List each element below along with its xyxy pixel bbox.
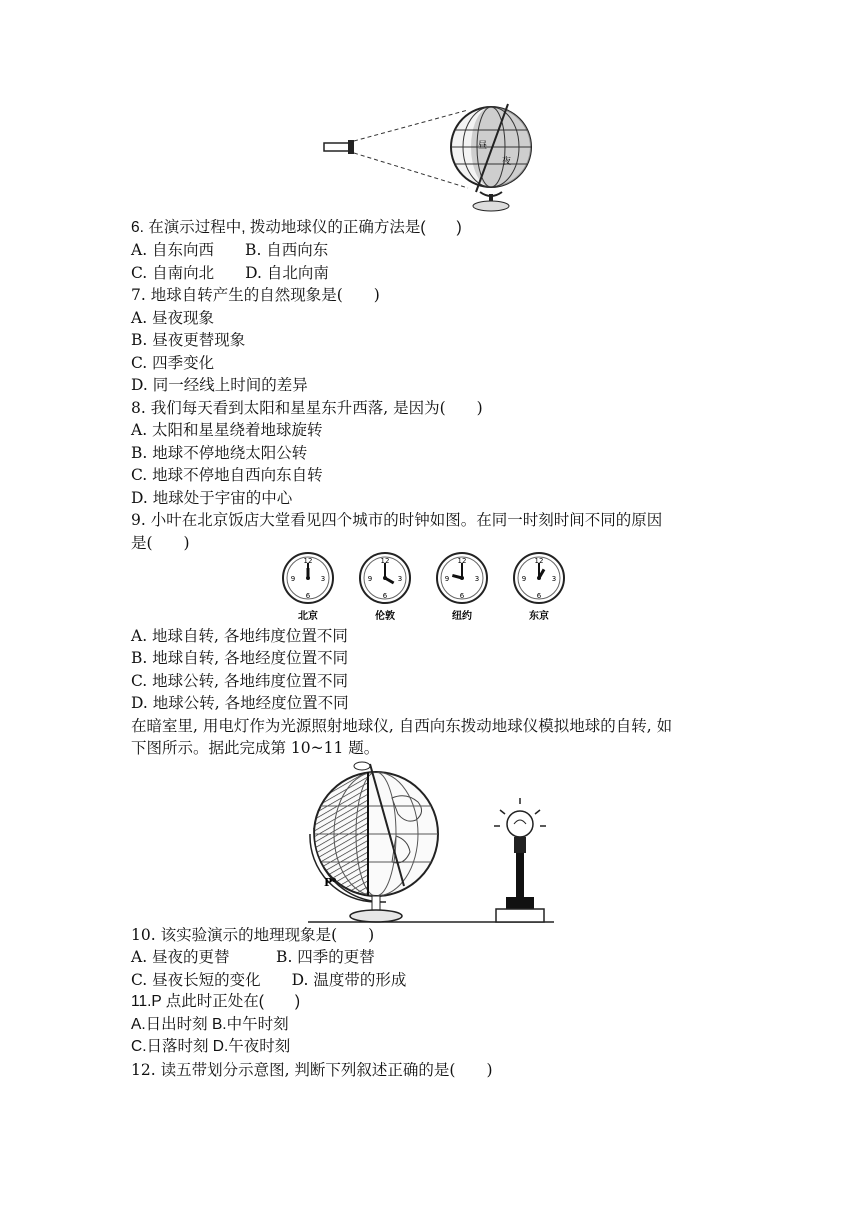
- q9-option-a: A. 地球自转, 各地纬度位置不同: [131, 627, 348, 645]
- q10-options-row1: A. 昼夜的更替 B. 四季的更替: [131, 948, 375, 966]
- q8-stem: 8. 我们每天看到太阳和星星东升西落, 是因为( ): [131, 399, 483, 417]
- clock-numeral: 12: [303, 557, 313, 565]
- clock-numeral: 12: [534, 557, 544, 565]
- q9-option-b: B. 地球自转, 各地经度位置不同: [131, 649, 349, 667]
- q12-stem: 12. 读五带划分示意图, 判断下列叙述正确的是( ): [131, 1061, 493, 1079]
- clock-numeral: 6: [459, 592, 465, 600]
- q9-stem-line1: 9. 小叶在北京饭店大堂看见四个城市的时钟如图。在同一时刻时间不同的原因: [131, 511, 663, 529]
- clock-numeral: 9: [521, 575, 527, 583]
- clock-numeral: 6: [536, 592, 542, 600]
- globe-lamp-figure: [300, 758, 560, 926]
- q9-stem-line2: 是( ): [131, 534, 190, 552]
- clock-numeral: 9: [290, 575, 296, 583]
- clock-numeral: 12: [380, 557, 390, 565]
- clock-numeral: 6: [305, 592, 311, 600]
- four-clocks-figure: [282, 548, 582, 624]
- q10-stem: 10. 该实验演示的地理现象是( ): [131, 926, 375, 944]
- q11-stem: 11.P 点此时正处在( ): [131, 993, 301, 1010]
- q7-option-d: D. 同一经线上时间的差异: [131, 376, 308, 394]
- intro-line1: 在暗室里, 用电灯作为光源照射地球仪, 自西向东拨动地球仪模拟地球的自转, 如: [131, 717, 673, 735]
- clock-numeral: 12: [457, 557, 467, 565]
- clock-city-label: 东京: [529, 611, 549, 622]
- q9-option-d: D. 地球公转, 各地经度位置不同: [131, 694, 349, 712]
- q6-stem: 6. 在演示过程中, 拨动地球仪的正确方法是( ): [131, 219, 462, 236]
- q8-option-a: A. 太阳和星星绕着地球旋转: [131, 421, 323, 439]
- clock-numeral: 9: [367, 575, 373, 583]
- q11-options-row2: C.日落时刻 D.午夜时刻: [131, 1038, 291, 1055]
- q6-options-row1: A. 自东向西 B. 自西向东: [131, 241, 329, 259]
- q8-option-c: C. 地球不停地自西向东自转: [131, 466, 323, 484]
- clock-numeral: 3: [474, 575, 480, 583]
- clock-city-label: 北京: [298, 611, 318, 622]
- clock-numeral: 3: [397, 575, 403, 583]
- q7-option-b: B. 昼夜更替现象: [131, 331, 246, 349]
- flashlight-globe-figure: [318, 100, 548, 215]
- q8-option-b: B. 地球不停地绕太阳公转: [131, 444, 308, 462]
- q7-stem: 7. 地球自转产生的自然现象是( ): [131, 286, 380, 304]
- lamp-icon: [494, 798, 546, 922]
- q11-options-row1: A.日出时刻 B.中午时刻: [131, 1016, 289, 1033]
- flashlight-icon: [324, 143, 350, 151]
- clock-city-label: 纽约: [452, 611, 472, 622]
- clock-2: [360, 553, 410, 622]
- clock-4: [514, 553, 564, 622]
- q10-options-row2: C. 昼夜长短的变化 D. 温度带的形成: [131, 971, 407, 989]
- clock-city-label: 伦敦: [375, 611, 395, 622]
- intro-line2: 下图所示。据此完成第 10~11 题。: [131, 739, 380, 757]
- q6-options-row2: C. 自南向北 D. 自北向南: [131, 264, 329, 282]
- globe-icon: [310, 762, 438, 922]
- q7-option-a: A. 昼夜现象: [131, 309, 215, 327]
- clock-numeral: 3: [551, 575, 557, 583]
- q7-option-c: C. 四季变化: [131, 354, 215, 372]
- q8-option-d: D. 地球处于宇宙的中心: [131, 489, 293, 507]
- clock-numeral: 3: [320, 575, 326, 583]
- clock-1: [283, 553, 333, 622]
- clock-numeral: 9: [444, 575, 450, 583]
- clock-numeral: 6: [382, 592, 388, 600]
- globe-icon: [451, 104, 531, 211]
- svg-text:夜: 夜: [502, 157, 512, 167]
- svg-text:昼: 昼: [478, 141, 488, 151]
- clock-3: [437, 553, 487, 622]
- q9-option-c: C. 地球公转, 各地纬度位置不同: [131, 672, 349, 690]
- svg-text:P: P: [324, 876, 333, 889]
